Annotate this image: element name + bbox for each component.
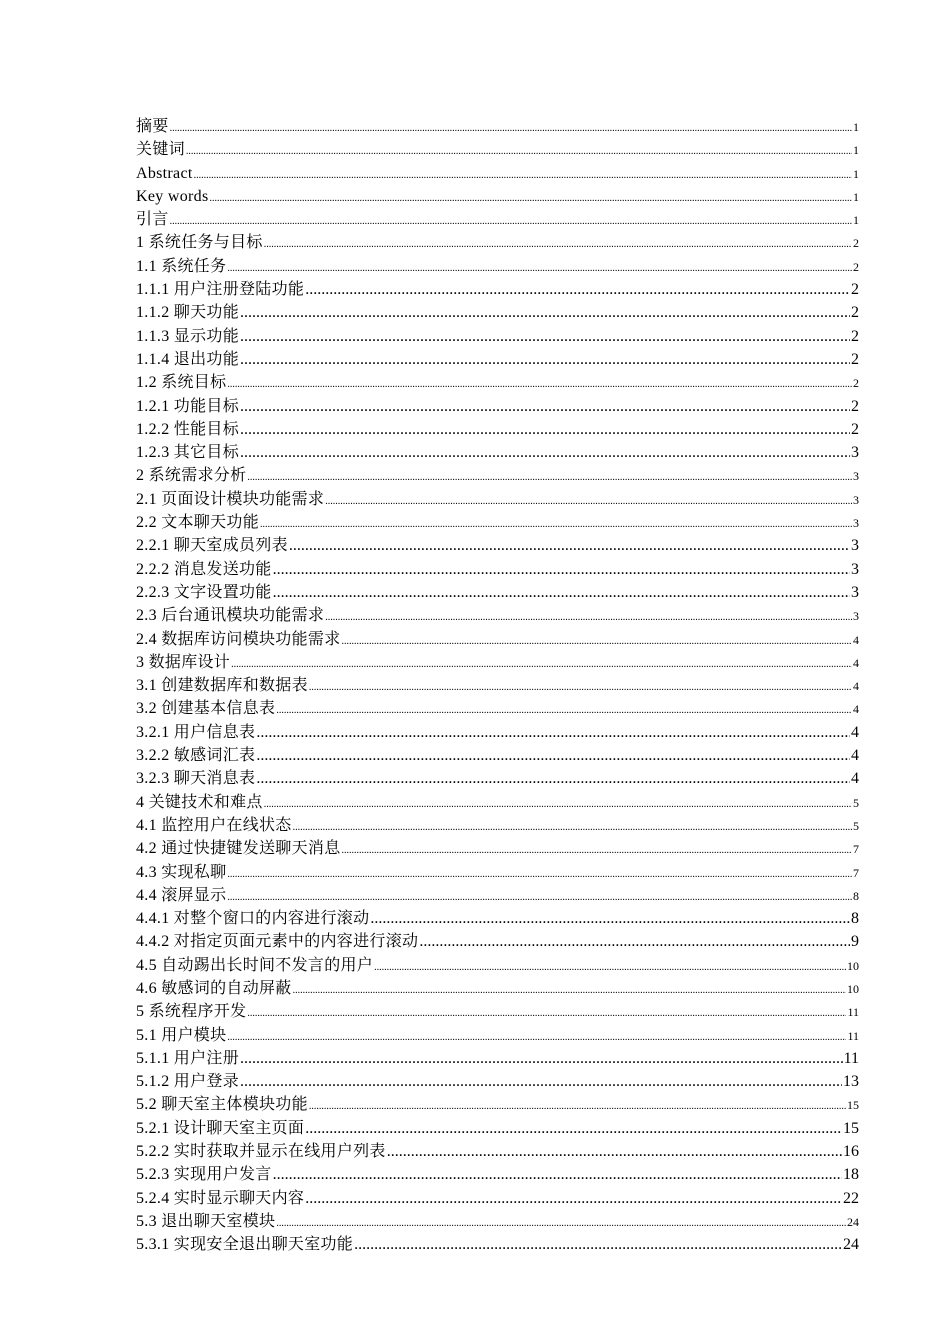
toc-dot-leader bbox=[256, 744, 850, 767]
toc-entry-title: 5.1.2 用户登录 bbox=[136, 1073, 239, 1091]
toc-entry-page-number: 22 bbox=[843, 1189, 859, 1207]
toc-entry-title: 2.2.1 聊天室成员列表 bbox=[136, 537, 288, 555]
toc-dot-leader bbox=[247, 1002, 846, 1025]
toc-entry-page-number: 2 bbox=[851, 397, 859, 415]
toc-entry-page-number: 4 bbox=[853, 702, 859, 717]
toc-dot-leader bbox=[305, 1187, 842, 1210]
toc-entry-page-number: 8 bbox=[851, 910, 859, 928]
toc-entry-page-number: 4 bbox=[851, 723, 859, 741]
toc-dot-leader bbox=[387, 1140, 842, 1163]
toc-entry[interactable] bbox=[136, 767, 859, 790]
toc-entry-title: 2.2 文本聊天功能 bbox=[136, 514, 260, 532]
toc-entry-page-number: 2 bbox=[853, 259, 859, 274]
toc-entry-title: 2.2.2 消息发送功能 bbox=[136, 560, 272, 578]
toc-entry-page-number: 2 bbox=[851, 304, 859, 322]
toc-entry[interactable] bbox=[136, 697, 859, 720]
toc-entry[interactable] bbox=[136, 418, 859, 441]
toc-entry[interactable] bbox=[136, 791, 859, 814]
toc-entry-page-number: 24 bbox=[843, 1236, 859, 1254]
toc-entry-title: 4 关键技术和难点 bbox=[136, 793, 263, 811]
toc-entry-title: 5.2.1 设计聊天室主页面 bbox=[136, 1119, 305, 1137]
toc-entry[interactable] bbox=[136, 1233, 859, 1256]
toc-entry-title: 1.2.2 性能目标 bbox=[136, 420, 239, 438]
toc-entry[interactable] bbox=[136, 604, 859, 627]
toc-entry-title: 1.2.3 其它目标 bbox=[136, 444, 239, 462]
toc-entry-page-number: 10 bbox=[847, 981, 859, 996]
toc-entry[interactable] bbox=[136, 371, 859, 394]
toc-entry[interactable] bbox=[136, 814, 859, 837]
toc-dot-leader bbox=[293, 979, 846, 1002]
toc-entry[interactable] bbox=[136, 255, 859, 278]
toc-entry-title: 4.6 敏感词的自动屏蔽 bbox=[136, 979, 292, 997]
toc-dot-leader bbox=[342, 839, 852, 862]
toc-dot-leader bbox=[370, 907, 850, 930]
toc-entry-page-number: 5 bbox=[853, 795, 859, 810]
toc-dot-leader bbox=[309, 676, 852, 699]
toc-entry-page-number: 3 bbox=[853, 492, 859, 507]
toc-dot-leader bbox=[276, 1212, 846, 1235]
toc-dot-leader bbox=[305, 278, 850, 301]
toc-entry[interactable] bbox=[136, 278, 859, 301]
toc-entry-page-number: 3 bbox=[851, 444, 859, 462]
toc-dot-leader bbox=[231, 653, 852, 676]
toc-entry-title: 3 数据库设计 bbox=[136, 653, 231, 671]
toc-entry-title: 5 系统程序开发 bbox=[136, 1003, 247, 1021]
toc-entry[interactable] bbox=[136, 185, 859, 208]
toc-entry-page-number: 2 bbox=[851, 327, 859, 345]
toc-entry-page-number: 3 bbox=[853, 609, 859, 624]
toc-entry[interactable] bbox=[136, 1140, 859, 1163]
toc-dot-leader bbox=[240, 418, 850, 441]
toc-entry-page-number: 7 bbox=[853, 842, 859, 857]
toc-entry[interactable] bbox=[136, 837, 859, 860]
toc-entry-page-number: 16 bbox=[843, 1143, 859, 1161]
toc-entry-page-number: 13 bbox=[843, 1073, 859, 1091]
toc-entry[interactable] bbox=[136, 930, 859, 953]
toc-entry[interactable] bbox=[136, 954, 859, 977]
toc-entry-title: 2.1 页面设计模块功能需求 bbox=[136, 490, 325, 508]
toc-entry[interactable] bbox=[136, 907, 859, 930]
toc-entry[interactable] bbox=[136, 1117, 859, 1140]
toc-dot-leader bbox=[227, 863, 852, 886]
toc-entry[interactable] bbox=[136, 1210, 859, 1233]
toc-entry[interactable] bbox=[136, 1000, 859, 1023]
toc-dot-leader bbox=[170, 210, 852, 233]
toc-dot-leader bbox=[419, 930, 850, 953]
toc-entry[interactable] bbox=[136, 464, 859, 487]
toc-entry-title: Key words bbox=[136, 187, 209, 205]
toc-entry-title: 5.3 退出聊天室模块 bbox=[136, 1212, 276, 1230]
toc-dot-leader bbox=[256, 721, 850, 744]
toc-entry[interactable] bbox=[136, 534, 859, 557]
toc-entry-title: 1.1.4 退出功能 bbox=[136, 350, 239, 368]
toc-entry[interactable] bbox=[136, 488, 859, 511]
toc-dot-leader bbox=[305, 1117, 842, 1140]
toc-entry-page-number: 3 bbox=[853, 516, 859, 531]
toc-dot-leader bbox=[264, 793, 852, 816]
toc-entry-title: 1.2.1 功能目标 bbox=[136, 397, 239, 415]
toc-dot-leader bbox=[227, 886, 852, 909]
toc-dot-leader bbox=[342, 630, 852, 653]
toc-entry-title: 3.2.1 用户信息表 bbox=[136, 723, 256, 741]
toc-entry-title: 引言 bbox=[136, 211, 169, 229]
toc-entry-title: 2.4 数据库访问模块功能需求 bbox=[136, 630, 341, 648]
toc-dot-leader bbox=[240, 395, 850, 418]
toc-entry-page-number: 2 bbox=[851, 281, 859, 299]
toc-entry[interactable] bbox=[136, 348, 859, 371]
toc-entry[interactable] bbox=[136, 231, 859, 254]
toc-entry[interactable] bbox=[136, 977, 859, 1000]
toc-dot-leader bbox=[240, 301, 850, 324]
toc-entry-page-number: 9 bbox=[851, 933, 859, 951]
toc-entry-page-number: 1 bbox=[853, 189, 859, 204]
toc-dot-leader bbox=[325, 490, 852, 513]
toc-dot-leader bbox=[227, 373, 852, 396]
toc-entry-title: 5.2.4 实时显示聊天内容 bbox=[136, 1189, 305, 1207]
toc-dot-leader bbox=[186, 140, 852, 163]
toc-dot-leader bbox=[273, 581, 850, 604]
toc-entry-page-number: 4 bbox=[853, 679, 859, 694]
toc-entry[interactable] bbox=[136, 162, 859, 185]
toc-entry-title: 2 系统需求分析 bbox=[136, 467, 247, 485]
toc-entry[interactable] bbox=[136, 441, 859, 464]
toc-entry[interactable] bbox=[136, 115, 859, 138]
toc-entry-title: 1.1.1 用户注册登陆功能 bbox=[136, 281, 305, 299]
toc-entry-page-number: 1 bbox=[853, 143, 859, 158]
toc-entry-page-number: 11 bbox=[843, 1049, 859, 1067]
toc-entry-page-number: 11 bbox=[847, 1028, 859, 1043]
toc-entry-page-number: 3 bbox=[851, 560, 859, 578]
toc-dot-leader bbox=[240, 441, 850, 464]
toc-dot-leader bbox=[264, 233, 852, 256]
toc-dot-leader bbox=[240, 1070, 842, 1093]
toc-entry-page-number: 4 bbox=[851, 770, 859, 788]
toc-entry[interactable] bbox=[136, 581, 859, 604]
toc-dot-leader bbox=[293, 816, 852, 839]
toc-entry-page-number: 2 bbox=[851, 420, 859, 438]
toc-entry[interactable] bbox=[136, 511, 859, 534]
toc-entry[interactable] bbox=[136, 1093, 859, 1116]
toc-entry[interactable] bbox=[136, 1187, 859, 1210]
toc-entry[interactable] bbox=[136, 1163, 859, 1186]
toc-entry[interactable] bbox=[136, 861, 859, 884]
toc-entry-page-number: 1 bbox=[853, 120, 859, 134]
toc-dot-leader bbox=[260, 513, 852, 536]
toc-entry-page-number: 3 bbox=[851, 583, 859, 601]
toc-entry-title: 摘要 bbox=[136, 118, 169, 135]
toc-entry[interactable] bbox=[136, 395, 859, 418]
toc-entry[interactable] bbox=[136, 628, 859, 651]
toc-entry-title: 5.2 聊天室主体模块功能 bbox=[136, 1096, 308, 1114]
toc-dot-leader bbox=[240, 1047, 843, 1070]
toc-dot-leader bbox=[256, 767, 850, 790]
toc-dot-leader bbox=[247, 466, 852, 489]
toc-entry-title: 5.2.3 实现用户发言 bbox=[136, 1166, 272, 1184]
toc-dot-leader bbox=[273, 1163, 842, 1186]
toc-dot-leader bbox=[374, 956, 846, 979]
toc-entry-page-number: 10 bbox=[847, 958, 859, 973]
toc-entry-page-number: 4 bbox=[853, 655, 859, 670]
toc-entry[interactable] bbox=[136, 674, 859, 697]
toc-entry-title: 关键词 bbox=[136, 141, 185, 159]
toc-entry[interactable] bbox=[136, 651, 859, 674]
toc-entry-title: Abstract bbox=[136, 164, 193, 182]
toc-dot-leader bbox=[273, 558, 850, 581]
toc-entry-title: 2.3 后台通讯模块功能需求 bbox=[136, 607, 325, 625]
toc-entry[interactable] bbox=[136, 325, 859, 348]
toc-entry[interactable] bbox=[136, 1047, 859, 1070]
toc-entry-title: 3.2 创建基本信息表 bbox=[136, 700, 276, 718]
toc-entry-page-number: 24 bbox=[847, 1214, 859, 1229]
toc-entry-title: 1.1 系统任务 bbox=[136, 257, 227, 275]
toc-dot-leader bbox=[354, 1233, 842, 1256]
toc-entry-title: 4.4.1 对整个窗口的内容进行滚动 bbox=[136, 910, 370, 928]
toc-entry-title: 2.2.3 文字设置功能 bbox=[136, 583, 272, 601]
toc-entry-title: 5.2.2 实时获取并显示在线用户列表 bbox=[136, 1143, 386, 1161]
toc-entry-title: 3.2.2 敏感词汇表 bbox=[136, 747, 256, 765]
toc-entry-page-number: 15 bbox=[843, 1119, 859, 1137]
toc-entry-page-number: 4 bbox=[851, 747, 859, 765]
toc-entry-page-number: 3 bbox=[853, 469, 859, 484]
toc-entry-title: 3.2.3 聊天消息表 bbox=[136, 770, 256, 788]
toc-entry[interactable] bbox=[136, 1070, 859, 1093]
toc-entry-title: 4.4.2 对指定页面元素中的内容进行滚动 bbox=[136, 933, 419, 951]
toc-entry[interactable] bbox=[136, 721, 859, 744]
toc-dot-leader bbox=[240, 348, 850, 371]
toc-dot-leader bbox=[209, 187, 852, 210]
toc-entry-title: 5.1.1 用户注册 bbox=[136, 1049, 239, 1067]
toc-entry-title: 4.2 通过快捷键发送聊天消息 bbox=[136, 840, 341, 858]
toc-dot-leader bbox=[194, 164, 852, 187]
toc-entry-title: 4.3 实现私聊 bbox=[136, 863, 227, 881]
toc-entry-title: 1.1.2 聊天功能 bbox=[136, 304, 239, 322]
toc-entry[interactable] bbox=[136, 558, 859, 581]
toc-entry-page-number: 1 bbox=[853, 166, 859, 181]
toc-dot-leader bbox=[170, 117, 852, 140]
toc-dot-leader bbox=[325, 606, 852, 629]
toc-entry-title: 4.5 自动踢出长时间不发言的用户 bbox=[136, 956, 374, 974]
toc-entry-page-number: 2 bbox=[853, 376, 859, 391]
toc-entry[interactable] bbox=[136, 301, 859, 324]
toc-entry-page-number: 18 bbox=[843, 1166, 859, 1184]
toc-dot-leader bbox=[276, 699, 852, 722]
toc-entry-page-number: 7 bbox=[853, 865, 859, 880]
toc-dot-leader bbox=[227, 257, 852, 280]
toc-entry-page-number: 11 bbox=[847, 1005, 859, 1020]
toc-entry-page-number: 15 bbox=[847, 1098, 859, 1113]
toc-entry-title: 3.1 创建数据库和数据表 bbox=[136, 677, 308, 695]
table-of-contents bbox=[136, 115, 859, 1257]
toc-entry-title: 1.2 系统目标 bbox=[136, 374, 227, 392]
toc-dot-leader bbox=[289, 534, 850, 557]
toc-entry-page-number: 5 bbox=[853, 818, 859, 833]
toc-entry-page-number: 4 bbox=[853, 632, 859, 647]
toc-entry[interactable] bbox=[136, 884, 859, 907]
toc-entry-title: 4.1 监控用户在线状态 bbox=[136, 816, 292, 834]
toc-entry[interactable] bbox=[136, 1024, 859, 1047]
toc-dot-leader bbox=[309, 1095, 846, 1118]
toc-entry-page-number: 8 bbox=[853, 888, 859, 903]
toc-entry[interactable] bbox=[136, 138, 859, 161]
toc-dot-leader bbox=[240, 325, 850, 348]
toc-entry-page-number: 1 bbox=[853, 213, 859, 228]
toc-entry-title: 5.1 用户模块 bbox=[136, 1026, 227, 1044]
toc-dot-leader bbox=[227, 1026, 846, 1049]
toc-entry-title: 4.4 滚屏显示 bbox=[136, 886, 227, 904]
toc-entry-title: 1.1.3 显示功能 bbox=[136, 327, 239, 345]
toc-entry-page-number: 3 bbox=[851, 537, 859, 555]
toc-entry-page-number: 2 bbox=[851, 350, 859, 368]
toc-entry-title: 5.3.1 实现安全退出聊天室功能 bbox=[136, 1236, 354, 1254]
toc-entry[interactable] bbox=[136, 744, 859, 767]
toc-entry-title: 1 系统任务与目标 bbox=[136, 234, 263, 252]
toc-entry-page-number: 2 bbox=[853, 236, 859, 251]
toc-entry[interactable] bbox=[136, 208, 859, 231]
